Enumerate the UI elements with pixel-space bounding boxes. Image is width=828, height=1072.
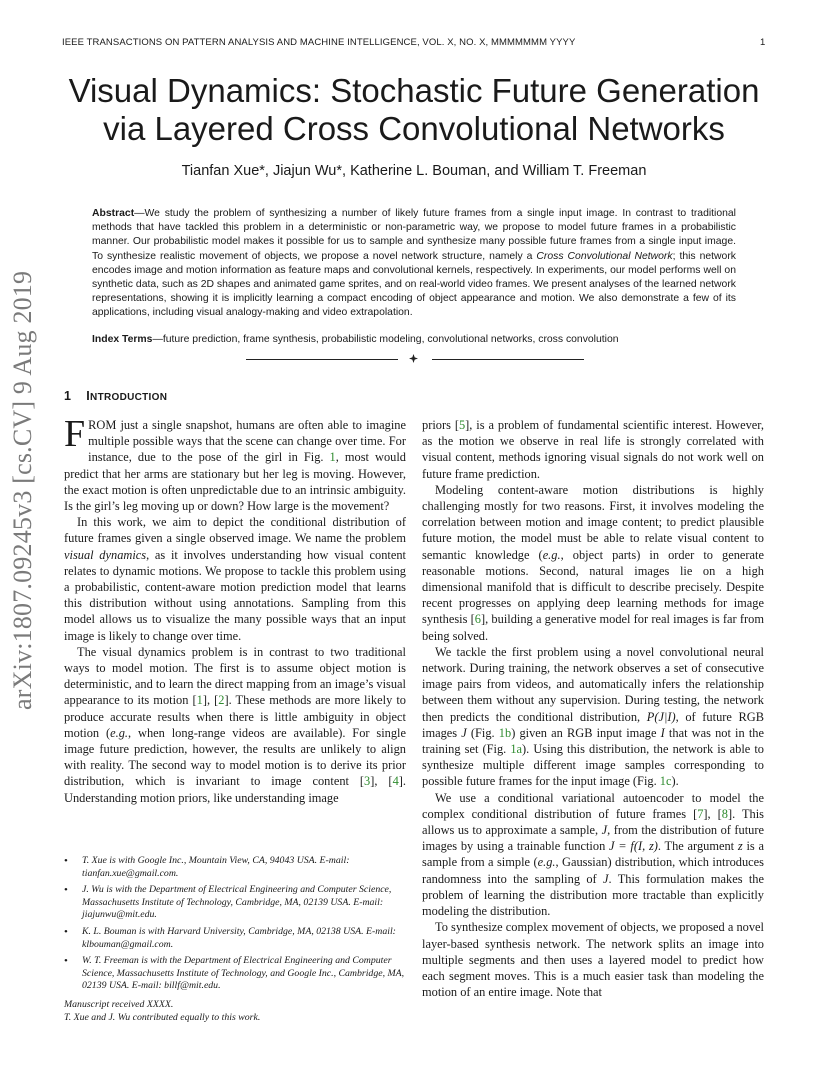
figure-ref-link[interactable]: 1 xyxy=(329,450,336,465)
left-column xyxy=(64,413,406,806)
math: z xyxy=(737,839,743,854)
abstract-label: Abstract xyxy=(92,208,135,219)
text-run: ], [ xyxy=(370,774,393,789)
text-run: , from the distribution of future images by using a trainable function xyxy=(422,823,765,854)
citation-link[interactable]: 3 xyxy=(364,774,371,789)
abstract xyxy=(92,207,736,321)
equal-contribution-note: T. Xue and J. Wu contributed equally to this work. xyxy=(64,1011,261,1023)
text-run: , of future RGB images xyxy=(422,709,764,740)
citation-link[interactable]: 5 xyxy=(458,418,466,432)
paragraph xyxy=(422,790,764,920)
text-run: , object parts) in order to generate reasonable motions. Second, natural images lie on a high dimensional manifold that is difficult to describe precisely. Despite recent progresses on applying deep learning methods for image synthesis [ xyxy=(422,547,764,627)
index-terms-label: Index Terms xyxy=(92,334,153,345)
text-run: (Fig. xyxy=(466,725,499,740)
section-number: 1 xyxy=(64,389,72,403)
section-title-initial: I xyxy=(86,389,91,403)
figure-ref-link[interactable]: 1a xyxy=(510,742,523,757)
paragraph xyxy=(422,482,764,644)
text-run: , Gaussian) distribution, which introduces randomness into the sampling of xyxy=(422,855,764,886)
text-run: . This formulation makes the problem of learning the distribution more tractable than explicitly modeling the distribution. xyxy=(422,871,764,919)
abstract-emphasis: Cross Convolutional Network xyxy=(536,250,673,262)
title-line-1: Visual Dynamics: Stochastic Future Generation xyxy=(68,72,760,109)
citation-link[interactable]: 6 xyxy=(474,612,481,627)
section-divider xyxy=(246,352,584,368)
citation-link[interactable]: 4 xyxy=(392,774,399,789)
math: J xyxy=(461,725,467,740)
text-run: ROM just a single snapshot, humans are often able to imagine multiple possible ways that the scene can change over time. For instance, due to the pose of the girl in Fig. xyxy=(88,418,406,465)
text-run: ]. Understanding motion priors, like understanding image xyxy=(64,774,406,805)
arxiv-stamp: arXiv:1807.09245v3 [cs.CV] 9 Aug 2019 xyxy=(8,270,37,710)
text-run: ) given an RGB input image xyxy=(511,725,661,740)
text-run: . The argument xyxy=(657,839,738,854)
section-heading xyxy=(64,389,167,403)
paragraph xyxy=(64,413,406,514)
citation-link[interactable]: 7 xyxy=(697,806,704,821)
text-run: Modeling content-aware motion distributions is highly challenging mostly for two reasons. First, it involves modeling the correlation between motion and image content; to predict plausible future motion, the model must be able to relate visual content to semantic knowledge ( xyxy=(422,482,764,562)
math: J xyxy=(603,871,609,886)
text-run: , when long-range videos are available). For single image future prediction, however, the results are unlikely to align with reality. The second way to model motion is to derive its prior distribution, which is invariant to image content [ xyxy=(64,725,406,789)
citation-link[interactable]: 8 xyxy=(721,806,728,821)
author-list: Tianfan Xue*, Jiajun Wu*, Katherine L. Bouman, and William T. Freeman xyxy=(181,163,647,179)
text-run: We use a conditional variational autoencoder to model the complex conditional distribution of future frames [ xyxy=(422,790,764,821)
figure-ref-link[interactable]: 1b xyxy=(498,725,512,740)
paragraph xyxy=(422,644,764,790)
page-number: 1 xyxy=(760,37,766,48)
affiliation-item: • W. T. Freeman is with the Department of Electrical Engineering and Computer Science, Massachusetts Institute of Technology, and Google Inc., Cambridge, MA, 02139 USA. E-mail: billf@mit.edu. xyxy=(82,955,408,993)
abstract-text-1: —We study the problem of synthesizing a number of likely future frames from a single input image. In contrast to traditional methods that have tackled this problem in a deterministic or non-parametric way, we propose to model future frames in a probabilistic manner. Our probabilistic model makes it possible for us to sample and synthesize many possible future frames from a single input image. To synthesize realistic movement of objects, we propose a novel network structure, namely a xyxy=(92,208,736,262)
manuscript-note: Manuscript received XXXX. xyxy=(64,998,174,1010)
text-run: priors [ xyxy=(422,418,459,432)
paragraph xyxy=(64,514,406,644)
figure-ref-link[interactable]: 1c xyxy=(659,774,672,789)
drop-cap: F xyxy=(64,413,86,455)
running-header: IEEE TRANSACTIONS ON PATTERN ANALYSIS AND MACHINE INTELLIGENCE, VOL. X, NO. X, MMMMMMM YYYY xyxy=(62,37,576,48)
affiliation-item: • K. L. Bouman is with Harvard University, Cambridge, MA, 02138 USA. E-mail: klbouman@gmail.com. xyxy=(82,926,408,951)
math: J = f(I, z) xyxy=(609,839,658,854)
paper-title xyxy=(40,72,788,148)
affiliation-item: • J. Wu is with the Department of Electrical Engineering and Computer Science, Massachusetts Institute of Technology, Cambridge, MA, 02139 USA. E-mail: jiajunwu@mit.edu. xyxy=(82,884,408,922)
paragraph xyxy=(422,417,764,482)
right-column xyxy=(422,417,764,1000)
text-run: ], building a generative model for real images is far from being solved. xyxy=(422,612,764,643)
diamond-ornament-icon xyxy=(409,354,418,363)
footnotes xyxy=(64,855,408,1024)
text-run: In this work, we aim to depict the conditional distribution of future frames given a single observed image. We name the problem xyxy=(64,515,406,546)
text-run: ]. These methods are more likely to produce accurate results when there is little ambiguity in object motion ( xyxy=(64,693,406,740)
divider-line-left xyxy=(246,359,398,360)
paragraph xyxy=(64,644,406,806)
index-terms-text: —future prediction, frame synthesis, probabilistic modeling, convolutional networks, cross convolution xyxy=(152,334,619,345)
text-run: ]. This allows us to approximate a sample, xyxy=(422,806,764,838)
math: I xyxy=(660,725,665,740)
affiliation-item: • T. Xue is with Google Inc., Mountain View, CA, 94043 USA. E-mail: tianfan.xue@gmail.com. xyxy=(82,855,408,880)
emphasis: visual dynamics xyxy=(64,547,147,562)
emphasis: e.g. xyxy=(110,725,129,740)
text-run: ], [ xyxy=(703,806,722,821)
text-run: To synthesize complex movement of objects, we proposed a novel layer-based synthesis network. The network splits an image into multiple segments and then uses a layered model to predict how each segment moves. This is a much easier task than modeling the motion of an entire image. Note that xyxy=(422,920,764,1000)
math: P(J|I) xyxy=(646,709,676,724)
text-run: is a sample from a simple ( xyxy=(422,839,764,870)
text-run: ], [ xyxy=(202,693,219,708)
divider-line-right xyxy=(432,359,584,360)
affiliation-list xyxy=(64,855,408,993)
text-run: , as it involves understanding how visual content relates to dynamic motions. We propose to tackle this problem using a probabilistic, content-aware motion prediction model that learns this distribution without using annotations. Sampling from this model allows us to visualize the many possible ways that an input image is likely to change over time. xyxy=(64,547,406,643)
text-run: The visual dynamics problem is in contrast to two traditional ways to model motion. The first is to assume object motion is deterministic, and to learn the direct mapping from an image’s visual appearance to its motion [ xyxy=(64,644,406,708)
math: J xyxy=(601,823,608,838)
text-run: , most would predict that her arms are stationary but her leg is moving. However, the exact motion is often unpredictable due to an intrinsic ambiguity. Is the girl’s leg moving up or down? How large is the movement? xyxy=(64,450,406,514)
text-run: ], is a problem of fundamental scientific interest. However, as the motion we observe in real life is strongly correlated with visual content, methods ignoring visual signals do not work well on future frame prediction. xyxy=(422,418,764,481)
index-terms xyxy=(92,333,736,347)
section-title-rest: NTRODUCTION xyxy=(90,392,168,403)
emphasis: e.g. xyxy=(537,855,556,870)
text-run: ). Using this distribution, the network is able to synthesize multiple different image samples corresponding to possible future frames for the input image (Fig. xyxy=(422,742,764,789)
title-line-2: via Layered Cross Convolutional Networks xyxy=(103,110,725,147)
text-run: We tackle the first problem using a novel convolutional neural network. During training, the network observes a set of consecutive image pairs from videos, and automatically infers the relationship between them without any supervision. During testing, the network then predicts the conditional distribution, xyxy=(422,644,764,724)
citation-link[interactable]: 2 xyxy=(218,693,225,708)
paragraph xyxy=(422,919,764,1000)
text-run: ). xyxy=(671,774,679,789)
text-run: that was not in the training set (Fig. xyxy=(422,725,764,757)
emphasis: e.g. xyxy=(542,547,561,562)
citation-link[interactable]: 1 xyxy=(196,693,203,708)
abstract-text-2: ; this network encodes image and motion information as feature maps and convolutional kernels, respectively. In experiments, our model performs well on synthetic data, such as 2D shapes and animated game sprites, and on real-world video frames. We present analyses of the learned network representations, showing it is implicitly learning a compact encoding of object appearance and motion. We also demonstrate a few of its applications, including visual analogy-making and video extrapolation. xyxy=(92,250,736,319)
